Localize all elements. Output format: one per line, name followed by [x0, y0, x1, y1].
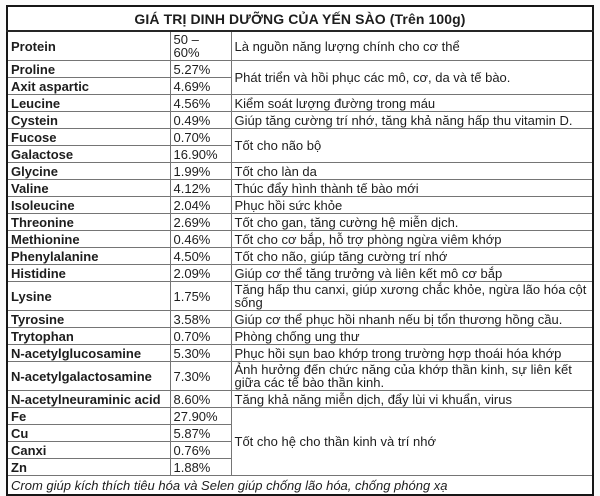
nutrient-benefit-cell: Phòng chống ung thư [231, 328, 593, 345]
nutrient-benefit-cell: Tốt cho não, giúp tăng cường trí nhớ [231, 248, 593, 265]
table-row [7, 248, 593, 265]
table-row [7, 95, 593, 112]
nutrient-value-cell: 8.60% [170, 391, 231, 408]
table-row [7, 61, 593, 78]
nutrient-benefit-cell: Tốt cho hệ cho thần kinh và trí nhớ [231, 408, 593, 476]
nutrient-name-cell: Cu [7, 425, 170, 442]
nutrient-benefit-cell: Tốt cho làn da [231, 163, 593, 180]
table-title: GIÁ TRỊ DINH DƯỠNG CỦA YẾN SÀO (Trên 100g) [7, 6, 593, 31]
nutrition-table-body [7, 31, 593, 476]
table-row [7, 362, 593, 391]
nutrient-value-cell: 0.49% [170, 112, 231, 129]
table-row [7, 112, 593, 129]
nutrient-name-cell: Galactose [7, 146, 170, 163]
nutrient-value-cell: 3.58% [170, 311, 231, 328]
nutrient-benefit-cell: Phục hồi sức khỏe [231, 197, 593, 214]
nutrient-value-cell: 4.12% [170, 180, 231, 197]
nutrition-table [6, 5, 594, 496]
table-row [7, 31, 593, 61]
title-row [7, 6, 593, 31]
nutrient-name-cell: Fe [7, 408, 170, 425]
table-row [7, 163, 593, 180]
nutrient-benefit-cell: Giúp tăng cường trí nhớ, tăng khả năng hấp thu vitamin D. [231, 112, 593, 129]
nutrient-value-cell: 5.30% [170, 345, 231, 362]
nutrient-value-cell: 0.46% [170, 231, 231, 248]
nutrient-value-cell: 7.30% [170, 362, 231, 391]
table-row [7, 282, 593, 311]
nutrient-benefit-cell: Thúc đẩy hình thành tế bào mới [231, 180, 593, 197]
nutrient-value-cell: 50 – 60% [170, 31, 231, 61]
nutrient-value-cell: 16.90% [170, 146, 231, 163]
nutrient-value-cell: 0.70% [170, 328, 231, 345]
footnote-row [7, 476, 593, 496]
nutrient-value-cell: 2.69% [170, 214, 231, 231]
nutrient-name-cell: N-acetylneuraminic acid [7, 391, 170, 408]
table-row [7, 408, 593, 425]
nutrient-benefit-cell: Phục hồi sụn bao khớp trong trường hợp thoái hóa khớp [231, 345, 593, 362]
table-row [7, 311, 593, 328]
nutrient-benefit-cell: Phát triển và hồi phục các mô, cơ, da và tế bào. [231, 61, 593, 95]
nutrient-benefit-cell: Giúp cơ thể tăng trưởng và liên kết mô cơ bắp [231, 265, 593, 282]
nutrient-value-cell: 1.99% [170, 163, 231, 180]
nutrient-value-cell: 1.88% [170, 459, 231, 476]
nutrient-name-cell: N-acetylgalactosamine [7, 362, 170, 391]
nutrient-name-cell: Cystein [7, 112, 170, 129]
table-row [7, 265, 593, 282]
nutrient-name-cell: N-acetylglucosamine [7, 345, 170, 362]
nutrient-benefit-cell: Kiểm soát lượng đường trong máu [231, 95, 593, 112]
nutrient-name-cell: Axit aspartic [7, 78, 170, 95]
nutrient-name-cell: Tyrosine [7, 311, 170, 328]
nutrient-benefit-cell: Giúp cơ thể phục hồi nhanh nếu bị tổn thương hồng cầu. [231, 311, 593, 328]
nutrient-name-cell: Valine [7, 180, 170, 197]
nutrient-name-cell: Phenylalanine [7, 248, 170, 265]
table-row [7, 231, 593, 248]
nutrient-benefit-cell: Tăng khả năng miễn dịch, đẩy lùi vi khuẩn, virus [231, 391, 593, 408]
nutrient-name-cell: Isoleucine [7, 197, 170, 214]
nutrient-value-cell: 2.04% [170, 197, 231, 214]
table-row [7, 197, 593, 214]
nutrient-name-cell: Canxi [7, 442, 170, 459]
nutrient-benefit-cell: Là nguồn năng lượng chính cho cơ thể [231, 31, 593, 61]
nutrient-value-cell: 1.75% [170, 282, 231, 311]
nutrient-name-cell: Methionine [7, 231, 170, 248]
nutrient-value-cell: 4.56% [170, 95, 231, 112]
nutrient-benefit-cell: Tốt cho gan, tăng cường hệ miễn dịch. [231, 214, 593, 231]
nutrient-value-cell: 2.09% [170, 265, 231, 282]
nutrient-benefit-cell: Ảnh hưởng đến chức năng của khớp thần kinh, sự liên kết giữa các tế bào thần kinh. [231, 362, 593, 391]
nutrient-name-cell: Protein [7, 31, 170, 61]
nutrient-name-cell: Zn [7, 459, 170, 476]
nutrient-value-cell: 4.50% [170, 248, 231, 265]
table-row [7, 328, 593, 345]
nutrient-value-cell: 0.76% [170, 442, 231, 459]
nutrient-value-cell: 4.69% [170, 78, 231, 95]
table-row [7, 345, 593, 362]
nutrient-name-cell: Proline [7, 61, 170, 78]
table-row [7, 180, 593, 197]
table-footnote: Crom giúp kích thích tiêu hóa và Selen giúp chống lão hóa, chống phóng xạ [7, 476, 593, 496]
table-row [7, 214, 593, 231]
nutrient-value-cell: 5.87% [170, 425, 231, 442]
nutrient-name-cell: Leucine [7, 95, 170, 112]
table-row [7, 391, 593, 408]
nutrient-benefit-cell: Tốt cho cơ bắp, hỗ trợ phòng ngừa viêm khớp [231, 231, 593, 248]
nutrient-name-cell: Threonine [7, 214, 170, 231]
nutrient-name-cell: Trytophan [7, 328, 170, 345]
nutrient-name-cell: Histidine [7, 265, 170, 282]
nutrient-name-cell: Fucose [7, 129, 170, 146]
nutrient-name-cell: Glycine [7, 163, 170, 180]
nutrient-value-cell: 5.27% [170, 61, 231, 78]
table-row [7, 129, 593, 146]
nutrient-value-cell: 0.70% [170, 129, 231, 146]
nutrient-benefit-cell: Tốt cho não bộ [231, 129, 593, 163]
nutrient-benefit-cell: Tăng hấp thu canxi, giúp xương chắc khỏe, ngừa lão hóa cột sống [231, 282, 593, 311]
nutrient-value-cell: 27.90% [170, 408, 231, 425]
nutrient-name-cell: Lysine [7, 282, 170, 311]
